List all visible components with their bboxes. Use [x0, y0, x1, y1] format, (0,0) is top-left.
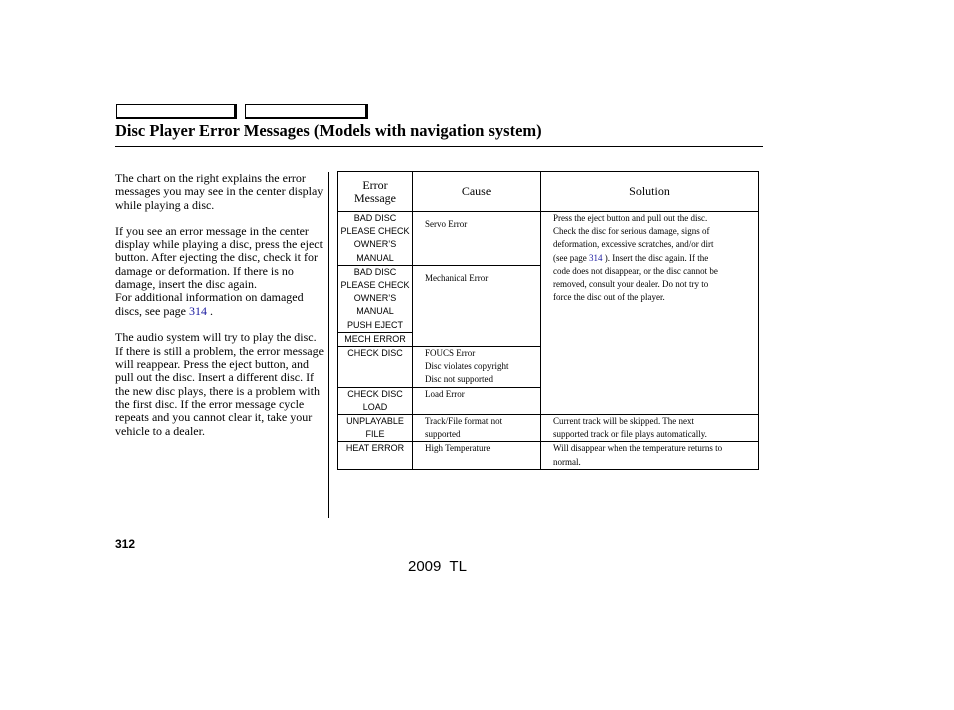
solution-cell [541, 442, 759, 469]
left-column-text [115, 172, 325, 438]
error-message-cell [338, 212, 413, 266]
cause-line: Mechanical Error [425, 272, 489, 283]
shared-solution-cell [541, 212, 759, 415]
table-header-row [338, 172, 759, 212]
header-solution: Solution [541, 172, 759, 212]
solution-line: deformation, excessive scratches, and/or dirt [553, 239, 714, 250]
error-message-cell [338, 415, 413, 442]
footer-model: 2009 TL [408, 558, 467, 575]
solution-line: removed, consult your dealer. Do not try to [553, 279, 709, 290]
error-message-cell [338, 387, 413, 414]
error-message-cell [338, 347, 413, 388]
page-number: 312 [115, 537, 136, 551]
message-line: HEAT ERROR [345, 443, 405, 454]
column-divider [328, 172, 329, 518]
solution-lines-before [553, 212, 752, 252]
message-line: MECH ERROR [344, 333, 406, 344]
solution-line: Press the eject button and pull out the disc. [553, 213, 708, 223]
table-row [338, 442, 759, 469]
message-line: LOAD [362, 401, 388, 412]
error-message-table [337, 171, 759, 470]
error-message-cell [338, 332, 413, 346]
intro-paragraph: The chart on the right explains the error messages you may see in the center display while playing a disc. [115, 171, 324, 212]
message-line: PLEASE CHECK [340, 226, 410, 237]
cause-line: Track/File format not [425, 416, 503, 427]
message-line: BAD DISC [353, 213, 397, 223]
page-link-314[interactable]: 314 [188, 303, 207, 318]
message-line: OWNER’S [353, 239, 397, 250]
message-line: MANUAL [356, 306, 394, 317]
cause-line: FOUCS Error [425, 348, 476, 359]
header-tab-1 [116, 104, 237, 119]
solution-line: Will disappear when the temperature returns to [553, 443, 723, 454]
cause-cell [413, 442, 541, 469]
cause-cell [413, 212, 541, 266]
header-cause: Cause [413, 172, 541, 212]
solution-see-page: (see page 314 ). Insert the disc again. If the [553, 252, 709, 263]
page-link-314-table[interactable]: 314 [588, 252, 603, 263]
cause-line: Disc not supported [425, 374, 493, 385]
reference-end: . [206, 303, 213, 318]
solution-line: Check the disc for serious damage, signs of [553, 226, 710, 237]
error-message-cell [338, 265, 413, 332]
reference-text: For additional information on damaged discs, see page [115, 290, 304, 318]
solution-lines-after [553, 265, 752, 305]
cause-cell [413, 387, 541, 414]
cause-line: Load Error [425, 388, 465, 399]
page-title: Disc Player Error Messages (Models with navigation system) [115, 121, 542, 140]
reference-paragraph [115, 291, 325, 318]
message-line: CHECK DISC [347, 388, 403, 399]
header-tab-2 [245, 104, 368, 119]
table-row [338, 415, 759, 442]
instruction-paragraph: If you see an error message in the center display while playing a disc, press the eject button. After ejecting the disc, check it for damage or deformation. If there is no damage, insert the disc again. [115, 223, 323, 292]
solution-line: force the disc out of the player. [553, 292, 665, 303]
message-line: CHECK DISC [347, 348, 403, 359]
message-line: PUSH EJECT [346, 319, 403, 330]
message-line: FILE [365, 429, 385, 440]
message-line: MANUAL [356, 252, 394, 263]
message-line: UNPLAYABLE [346, 416, 404, 427]
message-line: PLEASE CHECK [340, 280, 410, 291]
cause-line: supported [425, 429, 461, 440]
cause-cell [413, 415, 541, 442]
cause-line: Disc violates copyright [425, 361, 509, 372]
cause-cell [413, 347, 541, 388]
header-error-message: Error Message [338, 172, 413, 212]
message-line: BAD DISC [353, 266, 397, 277]
cause-cell [413, 265, 541, 346]
message-line: OWNER’S [353, 293, 397, 304]
solution-line: supported track or file plays automatically. [553, 429, 707, 440]
solution-line: normal. [553, 456, 581, 467]
solution-line: code does not disappear, or the disc cannot be [553, 265, 718, 276]
cause-line: High Temperature [425, 443, 491, 454]
cause-line: Servo Error [425, 219, 468, 229]
retry-paragraph: The audio system will try to play the disc. If there is still a problem, the error message will reappear. Press the eject button, and pull out the disc. Insert a different disc. If the new disc plays, there is a problem with the first disc. If the error message cycle repeats and you cannot clear it, take your vehicle to a dealer. [115, 330, 324, 438]
solution-cell [541, 415, 759, 442]
solution-line: Current track will be skipped. The next [553, 416, 695, 427]
table-row [338, 212, 759, 266]
title-divider [115, 146, 763, 147]
error-message-cell [338, 442, 413, 469]
